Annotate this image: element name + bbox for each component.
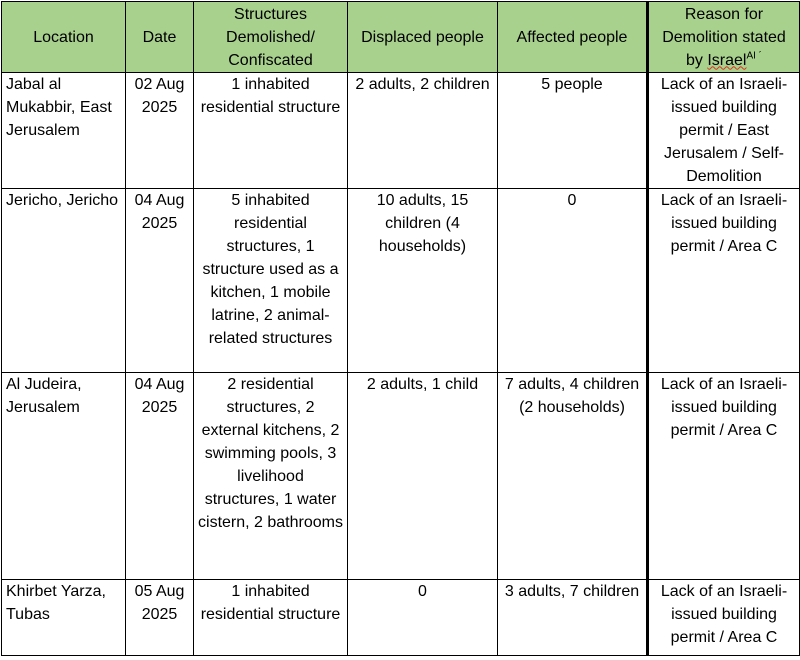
cell-structures: 5 inhabited residential structures, 1 structure used as a kitchen, 1 mobile latrine, 2 animal-related structures [194, 189, 348, 373]
cell-structures: 1 inhabited residential structure [194, 580, 348, 656]
header-date: Date [126, 2, 194, 73]
cell-affected: 7 adults, 4 children (2 households) [498, 373, 648, 580]
cell-structures: 2 residential structures, 2 external kitchens, 2 swimming pools, 3 livelihood structures, 1 water cistern, 2 bathrooms [194, 373, 348, 580]
table-row [2, 73, 800, 189]
header-reason [648, 2, 800, 73]
cell-location: Khirbet Yarza, Tubas [2, 580, 126, 656]
demolitions-table [1, 1, 800, 656]
header-affected: Affected people [498, 2, 648, 73]
cell-date: 05 Aug 2025 [126, 580, 194, 656]
cell-reason: Lack of an Israeli-issued building permit / Area C [648, 580, 800, 656]
cell-structures: 1 inhabited residential structure [194, 73, 348, 189]
header-row [2, 2, 800, 73]
cell-affected: 3 adults, 7 children [498, 580, 648, 656]
header-structures: Structures Demolished/ Confiscated [194, 2, 348, 73]
header-reason-text: Reason for Demolition stated by [662, 5, 786, 69]
header-location: Location [2, 2, 126, 73]
header-displaced: Displaced people [348, 2, 498, 73]
cell-location: Al Judeira, Jerusalem [2, 373, 126, 580]
cell-date: 04 Aug 2025 [126, 373, 194, 580]
cell-reason: Lack of an Israeli-issued building permit / East Jerusalem / Self-Demolition [648, 73, 800, 189]
cell-reason: Lack of an Israeli-issued building permit / Area C [648, 373, 800, 580]
cell-location: Jericho, Jericho [2, 189, 126, 373]
cell-displaced: 10 adults, 15 children (4 households) [348, 189, 498, 373]
cell-displaced: 0 [348, 580, 498, 656]
cell-affected: 5 people [498, 73, 648, 189]
cell-displaced: 2 adults, 2 children [348, 73, 498, 189]
header-reason-israel: Israel [707, 51, 747, 69]
table-row [2, 189, 800, 373]
cell-displaced: 2 adults, 1 child [348, 373, 498, 580]
cell-date: 02 Aug 2025 [126, 73, 194, 189]
cell-location: Jabal al Mukabbir, East Jerusalem [2, 73, 126, 189]
table-row [2, 373, 800, 580]
cell-reason: Lack of an Israeli-issued building permit / Area C [648, 189, 800, 373]
footnote-marker: AI ´ [746, 50, 763, 62]
cell-date: 04 Aug 2025 [126, 189, 194, 373]
table-row [2, 580, 800, 656]
cell-affected: 0 [498, 189, 648, 373]
